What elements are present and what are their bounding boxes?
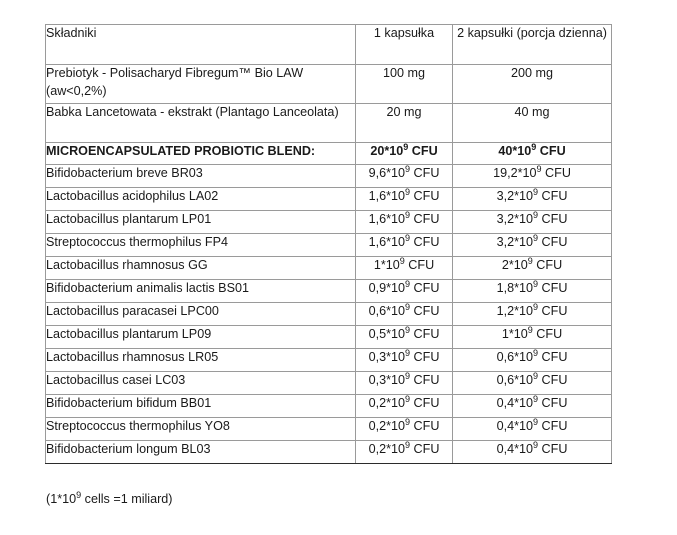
blend-total-two-capsules — [453, 143, 612, 165]
strain-cfu-unit: CFU — [538, 373, 568, 387]
strain-cfu-mantissa: 0,9*10 — [368, 281, 405, 295]
strain-cfu-exponent: 9 — [404, 439, 411, 450]
strain-cfu-one-capsule — [356, 326, 453, 349]
table-row-strain — [46, 349, 612, 372]
table-row-strain — [46, 418, 612, 441]
strain-cfu-mantissa: 0,3*10 — [368, 373, 405, 387]
strain-cfu-exponent: 9 — [532, 278, 539, 289]
strain-cfu-one-capsule — [356, 395, 453, 418]
footnote-prefix: (1*10 — [46, 492, 77, 506]
strain-cfu-one-capsule — [356, 418, 453, 441]
strain-name: Lactobacillus rhamnosus GG — [46, 257, 356, 280]
strain-name: Bifidobacterium breve BR03 — [46, 165, 356, 188]
strain-cfu-mantissa: 0,4*10 — [496, 396, 533, 410]
strain-name: Lactobacillus paracasei LPC00 — [46, 303, 356, 326]
table-row-strain — [46, 441, 612, 464]
strain-cfu-unit: CFU — [538, 189, 568, 203]
strain-cfu-exponent: 9 — [404, 324, 411, 335]
strain-cfu-mantissa: 2*10 — [501, 258, 528, 272]
strain-name: Lactobacillus acidophilus LA02 — [46, 188, 356, 211]
strain-cfu-exponent: 9 — [404, 186, 411, 197]
footnote — [46, 489, 173, 506]
strain-name: Bifidobacterium bifidum BB01 — [46, 395, 356, 418]
ingredient-name: Prebiotyk - Polisacharyd Fibregum™ Bio LAW (aw<0,2%) — [46, 65, 356, 104]
table-header-row — [46, 25, 612, 65]
strain-cfu-unit: CFU — [538, 212, 568, 226]
strain-cfu-unit: CFU — [541, 166, 571, 180]
strain-cfu-one-capsule — [356, 234, 453, 257]
strain-cfu-unit: CFU — [410, 442, 440, 456]
strain-cfu-exponent: 9 — [532, 232, 539, 243]
strain-cfu-two-capsule — [453, 372, 612, 395]
strain-cfu-exponent: 9 — [404, 278, 411, 289]
strain-cfu-one-capsule — [356, 188, 453, 211]
table-row-ingredient — [46, 65, 612, 104]
strain-cfu-two-capsule — [453, 395, 612, 418]
strain-cfu-unit: CFU — [532, 258, 563, 272]
strain-cfu-one-capsule — [356, 165, 453, 188]
table-row-strain — [46, 280, 612, 303]
strain-cfu-unit: CFU — [410, 212, 440, 226]
table-row-strain — [46, 372, 612, 395]
strain-cfu-mantissa: 3,2*10 — [496, 235, 533, 249]
blend-label: MICROENCAPSULATED PROBIOTIC BLEND: — [46, 143, 356, 165]
strain-name: Lactobacillus rhamnosus LR05 — [46, 349, 356, 372]
blend-total-two-exponent: 9 — [531, 141, 537, 152]
strain-cfu-mantissa: 19,2*10 — [493, 166, 537, 180]
ingredient-amount-one-capsule: 100 mg — [356, 65, 453, 104]
table-body — [46, 65, 612, 464]
table-head — [46, 25, 612, 65]
strain-cfu-unit: CFU — [532, 327, 563, 341]
header-one-capsule: 1 kapsułka — [356, 25, 453, 65]
strain-cfu-two-capsule — [453, 280, 612, 303]
strain-cfu-two-capsule — [453, 326, 612, 349]
strain-cfu-unit: CFU — [410, 281, 440, 295]
strain-name: Bifidobacterium animalis lactis BS01 — [46, 280, 356, 303]
strain-cfu-exponent: 9 — [536, 163, 542, 174]
strain-cfu-exponent: 9 — [404, 393, 411, 404]
strain-cfu-unit: CFU — [410, 373, 440, 387]
strain-cfu-mantissa: 1,2*10 — [496, 304, 533, 318]
strain-cfu-mantissa: 9,6*10 — [368, 166, 405, 180]
strain-name: Lactobacillus plantarum LP09 — [46, 326, 356, 349]
strain-cfu-mantissa: 0,2*10 — [368, 419, 405, 433]
ingredient-name: Babka Lancetowata - ekstrakt (Plantago Lanceolata) — [46, 104, 356, 143]
strain-cfu-unit: CFU — [538, 350, 568, 364]
strain-cfu-exponent: 9 — [532, 416, 539, 427]
strain-cfu-unit: CFU — [410, 166, 440, 180]
blend-total-one-capsule — [356, 143, 453, 165]
ingredient-amount-two-capsules: 40 mg — [453, 104, 612, 143]
strain-cfu-mantissa: 0,4*10 — [496, 442, 533, 456]
strain-cfu-exponent: 9 — [404, 347, 411, 358]
strain-cfu-exponent: 9 — [532, 439, 539, 450]
strain-cfu-two-capsule — [453, 257, 612, 280]
strain-cfu-mantissa: 0,3*10 — [368, 350, 405, 364]
table-row-strain — [46, 303, 612, 326]
strain-cfu-exponent: 9 — [404, 163, 411, 174]
strain-cfu-exponent: 9 — [532, 301, 539, 312]
strain-cfu-unit: CFU — [538, 442, 568, 456]
table-row-ingredient — [46, 104, 612, 143]
table-row-strain — [46, 188, 612, 211]
header-ingredients: Składniki — [46, 25, 356, 65]
strain-cfu-two-capsule — [453, 234, 612, 257]
strain-cfu-exponent: 9 — [532, 370, 539, 381]
strain-cfu-two-capsule — [453, 349, 612, 372]
strain-cfu-mantissa: 0,2*10 — [368, 442, 405, 456]
strain-cfu-exponent: 9 — [404, 301, 411, 312]
strain-cfu-unit: CFU — [538, 304, 568, 318]
table-row-strain — [46, 395, 612, 418]
strain-cfu-mantissa: 0,6*10 — [496, 350, 533, 364]
strain-cfu-unit: CFU — [404, 258, 435, 272]
strain-cfu-mantissa: 1,8*10 — [496, 281, 533, 295]
strain-name: Lactobacillus plantarum LP01 — [46, 211, 356, 234]
strain-cfu-exponent: 9 — [399, 255, 405, 266]
strain-cfu-mantissa: 1,6*10 — [368, 189, 405, 203]
blend-total-one-mantissa: 20*10 — [370, 144, 404, 158]
ingredient-amount-two-capsules: 200 mg — [453, 65, 612, 104]
strain-cfu-unit: CFU — [410, 419, 440, 433]
table-row-strain — [46, 257, 612, 280]
ingredient-amount-one-capsule: 20 mg — [356, 104, 453, 143]
strain-cfu-exponent: 9 — [404, 209, 411, 220]
strain-cfu-exponent: 9 — [404, 370, 411, 381]
strain-cfu-two-capsule — [453, 188, 612, 211]
footnote-suffix: cells =1 miliard) — [81, 492, 173, 506]
footnote-exponent: 9 — [76, 489, 82, 500]
strain-cfu-one-capsule — [356, 257, 453, 280]
strain-cfu-exponent: 9 — [404, 416, 411, 427]
strain-cfu-mantissa: 0,6*10 — [496, 373, 533, 387]
strain-cfu-unit: CFU — [410, 327, 440, 341]
strain-cfu-exponent: 9 — [527, 324, 533, 335]
strain-cfu-mantissa: 1*10 — [501, 327, 528, 341]
strain-cfu-two-capsule — [453, 211, 612, 234]
strain-cfu-unit: CFU — [410, 304, 440, 318]
strain-cfu-exponent: 9 — [532, 347, 539, 358]
header-two-capsules: 2 kapsułki (porcja dzienna) — [453, 25, 612, 65]
strain-cfu-unit: CFU — [538, 281, 568, 295]
strain-cfu-unit: CFU — [538, 396, 568, 410]
strain-cfu-mantissa: 0,2*10 — [368, 396, 405, 410]
strain-cfu-one-capsule — [356, 303, 453, 326]
table-row-strain — [46, 211, 612, 234]
strain-cfu-one-capsule — [356, 211, 453, 234]
table-row-probiotic-blend-total — [46, 143, 612, 165]
strain-cfu-unit: CFU — [410, 396, 440, 410]
supplement-facts-table — [45, 24, 612, 464]
strain-cfu-two-capsule — [453, 165, 612, 188]
strain-cfu-exponent: 9 — [532, 393, 539, 404]
strain-cfu-exponent: 9 — [532, 209, 539, 220]
table-row-strain — [46, 165, 612, 188]
strain-name: Streptococcus thermophilus FP4 — [46, 234, 356, 257]
strain-cfu-one-capsule — [356, 280, 453, 303]
strain-cfu-mantissa: 3,2*10 — [496, 212, 533, 226]
strain-cfu-mantissa: 1,6*10 — [368, 235, 405, 249]
strain-cfu-unit: CFU — [410, 235, 440, 249]
strain-cfu-one-capsule — [356, 349, 453, 372]
strain-cfu-mantissa: 0,4*10 — [496, 419, 533, 433]
strain-cfu-unit: CFU — [410, 350, 440, 364]
table-row-strain — [46, 326, 612, 349]
strain-cfu-mantissa: 0,6*10 — [368, 304, 405, 318]
strain-cfu-exponent: 9 — [527, 255, 533, 266]
blend-total-two-mantissa: 40*10 — [498, 144, 532, 158]
strain-name: Streptococcus thermophilus YO8 — [46, 418, 356, 441]
strain-cfu-mantissa: 3,2*10 — [496, 189, 533, 203]
strain-cfu-two-capsule — [453, 303, 612, 326]
strain-cfu-mantissa: 0,5*10 — [368, 327, 405, 341]
strain-cfu-unit: CFU — [410, 189, 440, 203]
blend-total-one-unit: CFU — [408, 144, 438, 158]
blend-total-two-unit: CFU — [536, 144, 566, 158]
strain-name: Lactobacillus casei LC03 — [46, 372, 356, 395]
strain-cfu-exponent: 9 — [532, 186, 539, 197]
table-row-strain — [46, 234, 612, 257]
blend-total-one-exponent: 9 — [403, 141, 409, 152]
strain-cfu-unit: CFU — [538, 419, 568, 433]
strain-cfu-mantissa: 1,6*10 — [368, 212, 405, 226]
strain-cfu-exponent: 9 — [404, 232, 411, 243]
strain-cfu-one-capsule — [356, 372, 453, 395]
strain-cfu-one-capsule — [356, 441, 453, 464]
strain-cfu-unit: CFU — [538, 235, 568, 249]
strain-cfu-two-capsule — [453, 441, 612, 464]
strain-name: Bifidobacterium longum BL03 — [46, 441, 356, 464]
strain-cfu-two-capsule — [453, 418, 612, 441]
strain-cfu-mantissa: 1*10 — [373, 258, 400, 272]
